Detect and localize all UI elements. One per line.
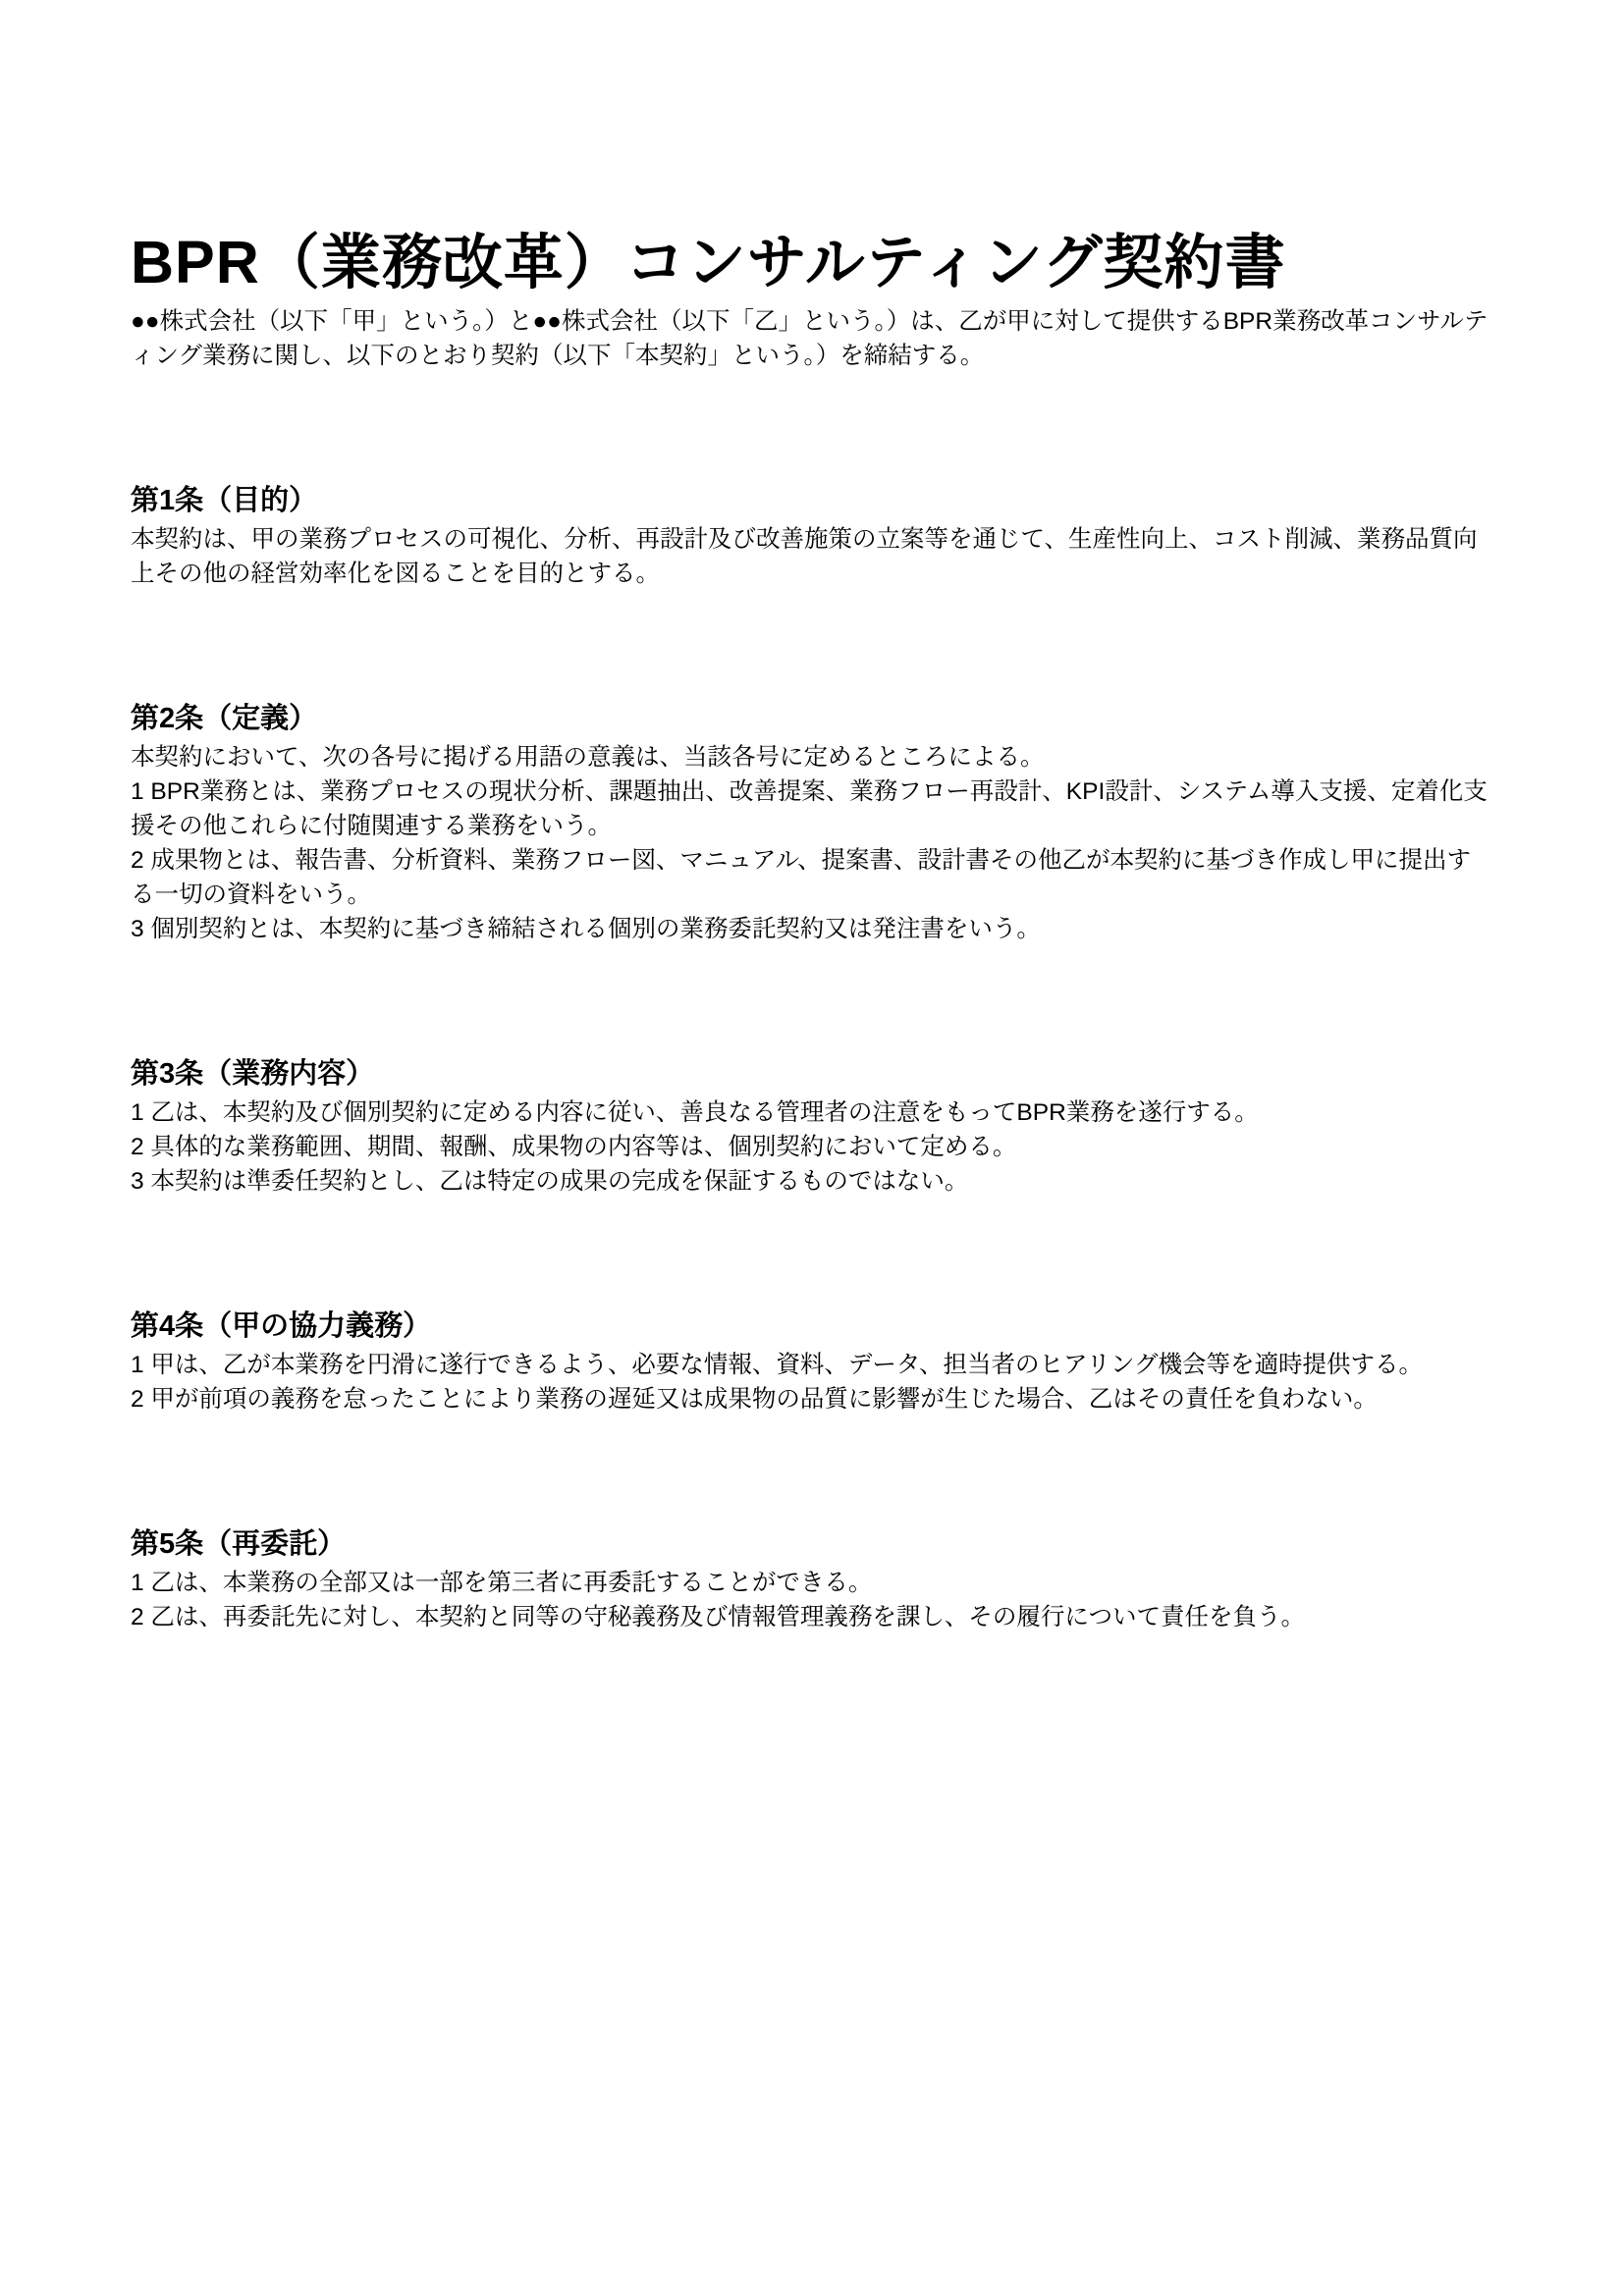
document-title: BPR（業務改革）コンサルティング契約書	[131, 229, 1286, 295]
contract-preamble: ●●株式会社（以下「甲」という。）と●●株式会社（以下「乙」という。）は、乙が甲に対して提供するBPR業務改革コンサルティング業務に関し、以下のとおり契約（以下「本契約」という。）を締結する。	[131, 308, 1489, 369]
article-1-heading: 第1条（目的）	[131, 485, 318, 516]
article-2-clause-intro: 本契約において、次の各号に掲げる用語の意義は、当該各号に定めるところによる。	[131, 744, 1045, 771]
article-1-clause-1: 本契約は、甲の業務プロセスの可視化、分析、再設計及び改善施策の立案等を通じて、生産性向上、コスト削減、業務品質向上その他の経営効率化を図ることを目的とする。	[131, 526, 1478, 587]
article-section-4	[131, 1305, 1494, 1416]
article-3-clause-2: 2 具体的な業務範囲、期間、報酬、成果物の内容等は、個別契約において定める。	[131, 1134, 1017, 1160]
article-3-clause-3: 3 本契約は準委任契約とし、乙は特定の成果の完成を保証するものではない。	[131, 1168, 969, 1195]
article-5-clause-2: 2 乙は、再委託先に対し、本契約と同等の守秘義務及び情報管理義務を課し、その履行について責任を負う。	[131, 1604, 1305, 1630]
article-5-clause-1: 1 乙は、本業務の全部又は一部を第三者に再委託することができる。	[131, 1570, 873, 1596]
article-section-2	[131, 697, 1494, 946]
article-section-3	[131, 1052, 1494, 1199]
article-4-heading: 第4条（甲の協力義務）	[131, 1310, 432, 1342]
article-2-clause-2: 2 成果物とは、報告書、分析資料、業務フロー図、マニュアル、提案書、設計書その他乙が本契約に基づき作成し甲に提出する一切の資料をいう。	[131, 847, 1471, 908]
article-2-clause-3: 3 個別契約とは、本契約に基づき締結される個別の業務委託契約又は発注書をいう。	[131, 916, 1041, 942]
article-3-heading: 第3条（業務内容）	[131, 1058, 375, 1090]
article-3-clause-1: 1 乙は、本契約及び個別契約に定める内容に従い、善良なる管理者の注意をもってBPR業務を遂行する。	[131, 1099, 1259, 1126]
article-4-clause-1: 1 甲は、乙が本業務を円滑に遂行できるよう、必要な情報、資料、データ、担当者のヒアリング機会等を適時提供する。	[131, 1352, 1423, 1378]
article-2-clause-1: 1 BPR業務とは、業務プロセスの現状分析、課題抽出、改善提案、業務フロー再設計、KPI設計、システム導入支援、定着化支援その他これらに付随関連する業務をいう。	[131, 778, 1488, 839]
article-section-1	[131, 479, 1494, 591]
article-section-5	[131, 1522, 1494, 1634]
article-2-heading: 第2条（定義）	[131, 703, 318, 734]
article-4-clause-2: 2 甲が前項の義務を怠ったことにより業務の遅延又は成果物の品質に影響が生じた場合、乙はその責任を負わない。	[131, 1386, 1378, 1413]
article-5-heading: 第5条（再委託）	[131, 1528, 347, 1560]
